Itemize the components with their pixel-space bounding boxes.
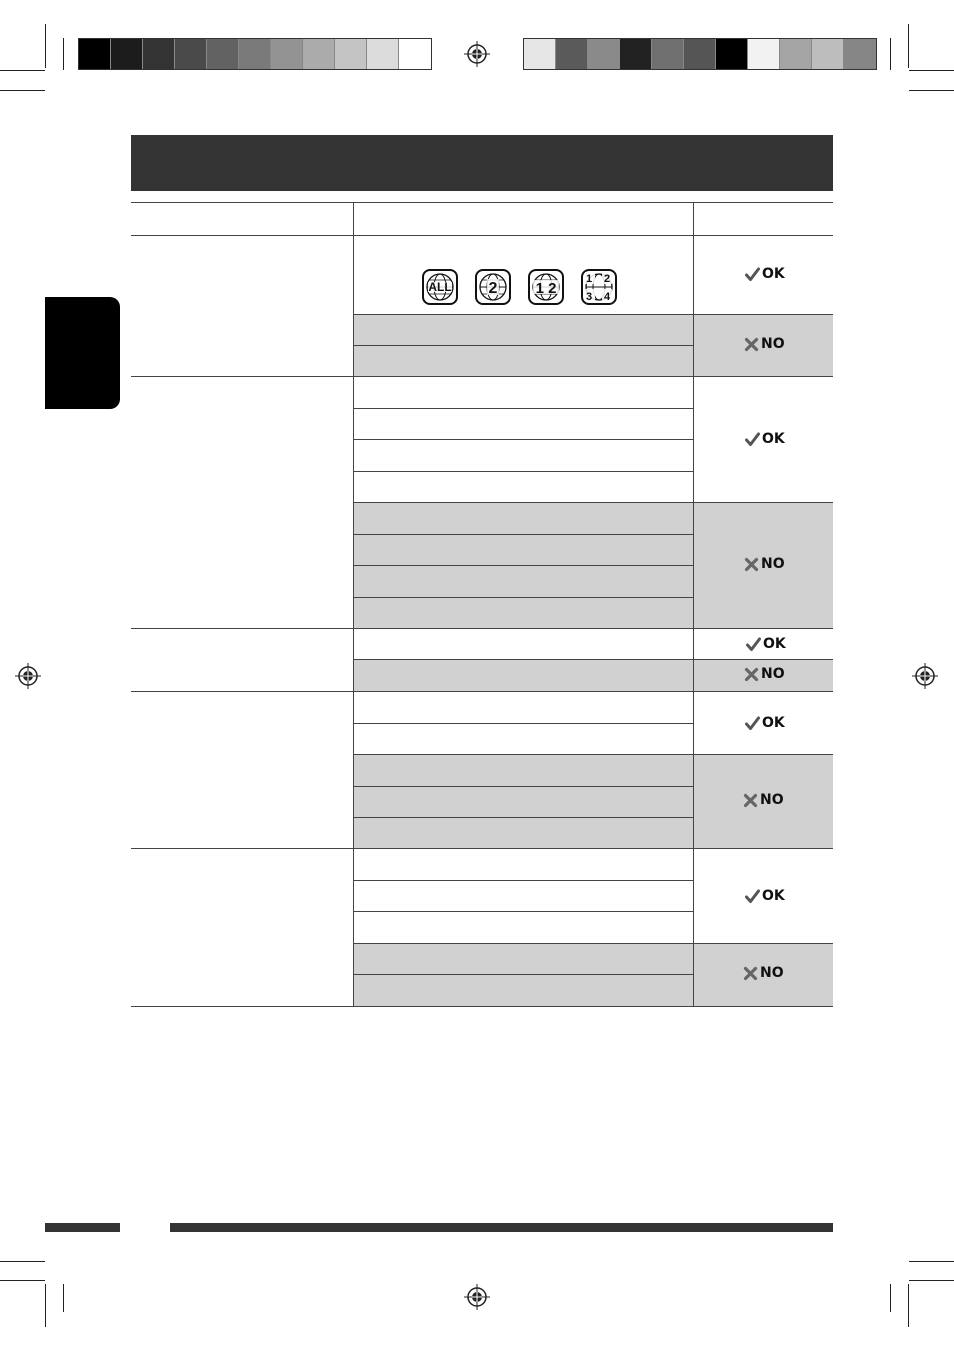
ok-label: OK [762, 431, 785, 447]
svg-text:1: 1 [585, 273, 593, 285]
svg-text:ALL: ALL [428, 280, 452, 294]
svg-text:2: 2 [488, 280, 498, 297]
cross-icon [744, 667, 759, 682]
color-swatch [303, 39, 335, 69]
table-rule [131, 848, 833, 849]
section-header-band [131, 135, 833, 191]
crop-mark [0, 90, 45, 91]
ok-status [745, 266, 785, 282]
color-swatch [143, 39, 175, 69]
table-rule [131, 691, 833, 692]
registration-mark-icon [464, 1284, 490, 1310]
no-status [743, 965, 784, 981]
crop-mark [890, 1284, 891, 1312]
no-status [743, 792, 784, 808]
color-swatch [239, 39, 271, 69]
no-label: NO [761, 666, 785, 682]
table-rule [353, 817, 693, 818]
color-swatch [748, 39, 780, 69]
table-rule [353, 408, 693, 409]
svg-text:3: 3 [585, 291, 593, 303]
crop-mark [908, 24, 909, 68]
ok-label: OK [762, 715, 785, 731]
color-swatch [620, 39, 652, 69]
cross-icon [743, 793, 758, 808]
crop-mark [909, 70, 954, 71]
table-rule [353, 314, 833, 315]
crop-mark [45, 1284, 46, 1327]
no-label: NO [760, 792, 784, 808]
crop-mark [0, 70, 45, 71]
color-swatch [716, 39, 748, 69]
ok-status [745, 715, 785, 731]
svg-text:2: 2 [603, 273, 611, 285]
no-label: NO [761, 336, 785, 352]
table-rule [353, 880, 693, 881]
color-swatch [812, 39, 844, 69]
color-swatch [652, 39, 684, 69]
color-swatch [111, 39, 143, 69]
color-swatch [271, 39, 303, 69]
ok-label: OK [762, 266, 785, 282]
no-status [744, 556, 785, 572]
registration-mark-icon [464, 41, 490, 67]
table-rule [353, 534, 693, 535]
crop-mark [909, 90, 954, 91]
table-rule [353, 565, 693, 566]
table-rule [353, 723, 693, 724]
page-number-bar [45, 1223, 120, 1232]
color-swatch [780, 39, 812, 69]
checkmark-icon [745, 267, 760, 282]
color-swatch [524, 39, 556, 69]
color-calibration-bar-left [78, 38, 432, 70]
color-swatch [175, 39, 207, 69]
color-swatch [79, 39, 111, 69]
table-rule [353, 345, 693, 346]
column-divider [693, 202, 694, 1006]
color-swatch [335, 39, 367, 69]
table-rule [353, 943, 833, 944]
table-rule [131, 202, 833, 203]
crop-mark [0, 1261, 45, 1262]
table-rule [131, 235, 833, 236]
no-status [744, 336, 785, 352]
color-swatch [207, 39, 239, 69]
cross-icon [744, 557, 759, 572]
table-rule [353, 471, 693, 472]
ok-status [745, 431, 785, 447]
cross-icon [744, 337, 759, 352]
table-rule [353, 659, 833, 660]
table-rule [131, 628, 833, 629]
checkmark-icon [745, 889, 760, 904]
cross-icon [743, 966, 758, 981]
table-rule [353, 786, 693, 787]
color-swatch [588, 39, 620, 69]
color-swatch [844, 39, 876, 69]
table-rule [353, 974, 693, 975]
ok-label: OK [763, 636, 786, 652]
color-swatch [684, 39, 716, 69]
no-status [744, 666, 785, 682]
crop-mark [63, 1284, 64, 1312]
checkmark-icon [745, 716, 760, 731]
region-1-2-3-4-globe-icon [581, 269, 617, 305]
crop-mark [45, 24, 46, 68]
registration-mark-icon [15, 663, 41, 689]
checkmark-icon [745, 432, 760, 447]
color-swatch [556, 39, 588, 69]
crop-mark [63, 38, 64, 70]
crop-mark [0, 1280, 45, 1281]
table-rule [353, 502, 833, 503]
crop-mark [909, 1280, 954, 1281]
table-rule [353, 597, 693, 598]
no-label: NO [760, 965, 784, 981]
footer-rule [170, 1223, 833, 1232]
table-rule [353, 754, 833, 755]
crop-mark [890, 38, 891, 70]
table-rule [353, 439, 693, 440]
column-divider [353, 202, 354, 1006]
no-label: NO [761, 556, 785, 572]
table-rule [131, 376, 833, 377]
crop-mark [909, 1261, 954, 1262]
checkmark-icon [746, 637, 761, 652]
svg-text:4: 4 [603, 291, 611, 303]
language-thumb-tab [45, 297, 120, 409]
ok-status [745, 888, 785, 904]
color-swatch [367, 39, 399, 69]
svg-text:1 2: 1 2 [535, 280, 557, 297]
region-1-2-globe-icon [528, 269, 564, 305]
region-all-globe-icon [422, 269, 458, 305]
color-swatch [399, 39, 431, 69]
table-rule [353, 911, 693, 912]
registration-mark-icon [912, 663, 938, 689]
crop-mark [908, 1284, 909, 1327]
ok-label: OK [762, 888, 785, 904]
region-2-globe-icon [475, 269, 511, 305]
table-rule [131, 1006, 833, 1007]
color-calibration-bar-right [523, 38, 877, 70]
ok-status [746, 636, 786, 652]
